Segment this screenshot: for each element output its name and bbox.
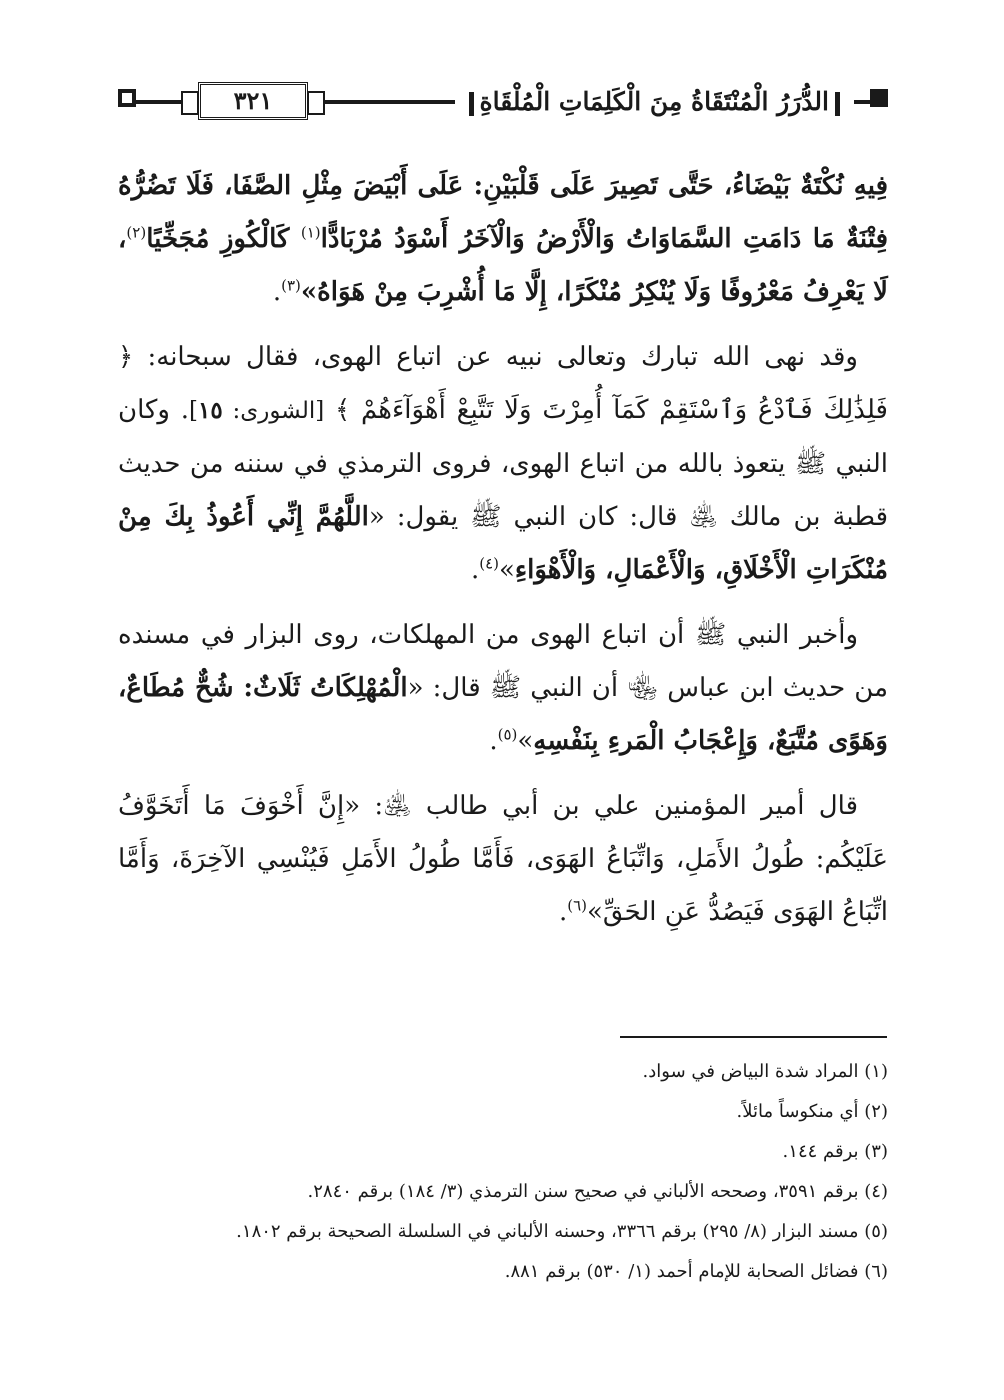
footnote-separator <box>620 1036 887 1038</box>
text-segment: » <box>498 555 515 585</box>
text-segment: . <box>558 897 568 927</box>
footnote-marker: (٣) <box>281 276 301 295</box>
text-segment: ١٥ <box>198 397 223 424</box>
paragraph <box>118 160 888 319</box>
footnote: (٦) فضائل الصحابة للإمام أحمد (١/ ٥٣٠) برقم ٨٨١. <box>504 1261 888 1282</box>
footnote-marker: (١) <box>300 223 321 242</box>
text-segment: وقد نهى الله تبارك وتعالى نبيه عن اتباع الهوى، فقال سبحانه: ﴿ فَلِذَٰلِكَ فَٱدْعُ وَٱسْتَقِمْ كَمَآ أُمِرْتَ وَلَا تَتَّبِعْ أَهْوَآءَهُمْ ﴾ <box>118 342 888 425</box>
footnote-marker: (٤) <box>479 554 499 573</box>
text-segment: الْمُهْلِكَاتُ ثَلَاثٌ: شُحٌّ مُطَاعٌ، وَهَوًى مُتَّبَعٌ، وَإِعْجَابُ الْمَرءِ بِنَفْسِهِ <box>118 673 888 756</box>
paragraph <box>118 331 888 597</box>
text-segment: . <box>272 277 282 307</box>
footnote: (٣) برقم ١٤٤. <box>782 1141 888 1162</box>
footnote-marker: (٢) <box>126 223 147 242</box>
text-segment: قال أمير المؤمنين علي بن أبي طالب ﵁: «إِنَّ أَخْوَفَ مَا أَتَخَوَّفُ عَلَيْكُم: طُولُ الأَمَلِ، وَاتِّبَاعُ الهَوَى، فَأَمَّا طُولُ الأَمَلِ فَيُنْسِي الآخِرَةَ، وَأَمَّا اتِّبَاعُ الهَوَى فَيَصُدُّ عَنِ الحَقِّ» <box>118 791 888 927</box>
text-segment: . <box>470 555 480 585</box>
text-segment: [الشورى: <box>222 398 325 424</box>
paragraph <box>118 780 888 939</box>
running-header <box>118 80 888 124</box>
text-segment: وأخبر النبي ﷺ أن اتباع الهوى من المهلكات، روى البزار في مسنده من حديث ابن عباس ﵄ أن النبي ﷺ قال: « <box>118 620 888 703</box>
text-segment: اللَّهُمَّ إِنِّي أَعُوذُ بِكَ مِنْ مُنْكَرَاتِ الْأَخْلَاقِ، وَالْأَعْمَالِ، وَالْأَهْوَاءِ <box>118 502 888 585</box>
text-segment: ، لَا يَعْرِفُ مَعْرُوفًا وَلَا يُنْكِرُ مُنْكَرًا، إِلَّا مَا أُشْرِبَ مِنْ هَوَاهُ» <box>118 224 888 307</box>
footnote: (٥) مسند البزار (٨/ ٢٩٥) برقم ٣٣٦٦، وحسنه الألباني في السلسلة الصحيحة برقم ١٨٠٢. <box>236 1221 888 1242</box>
header-ornament-square-right <box>870 89 888 107</box>
text-segment: . وكان النبي ﷺ يتعوذ بالله من اتباع الهوى، فروى الترمذي في سننه من حديث قطبة بن مالك ﵁ قال: كان النبي ﷺ يقول: « <box>118 395 888 532</box>
book-title-text: الدُّرَرُ الْمُنْتَقَاةُ مِنَ الْكَلِمَاتِ الْمُلْقَاةِ <box>479 87 829 116</box>
text-segment: ] <box>189 398 198 424</box>
footnote-marker: (٦) <box>567 896 587 915</box>
footnotes <box>118 1052 888 1292</box>
footnote: (٤) برقم ٣٥٩١، وصححه الألباني في صحيح سنن الترمذي (٣/ ١٨٤) برقم ٢٨٤٠. <box>307 1181 888 1202</box>
text-segment: . <box>489 726 498 756</box>
footnote-marker: (٥) <box>497 725 518 744</box>
paragraph <box>118 609 888 768</box>
book-title <box>455 80 854 124</box>
page-number: ٣٢١ <box>198 82 308 120</box>
title-bar-left <box>469 92 474 116</box>
text-segment: » <box>517 726 534 756</box>
main-text <box>118 160 888 951</box>
header-ornament-square-left <box>118 89 136 107</box>
title-bar-right <box>835 92 840 116</box>
text-segment: فِيهِ نُكْتَةٌ بَيْضَاءُ، حَتَّى تَصِيرَ عَلَى قَلْبَيْنِ: عَلَى أَبْيَضَ مِثْلِ الصَّفَا، فَلَا تَضُرُّهُ فِتْنَةٌ مَا دَامَتِ السَّمَاوَاتُ وَالْأَرْضُ وَالْآخَرُ أَسْوَدُ مُرْبَادًّا <box>118 171 889 254</box>
footnote: (٢) أي منكوساً مائلاً. <box>736 1101 888 1122</box>
footnote: (١) المراد شدة البياض في سواد. <box>642 1061 888 1082</box>
text-segment: كَالْكُوزِ مُجَخِّيًا <box>146 224 301 254</box>
